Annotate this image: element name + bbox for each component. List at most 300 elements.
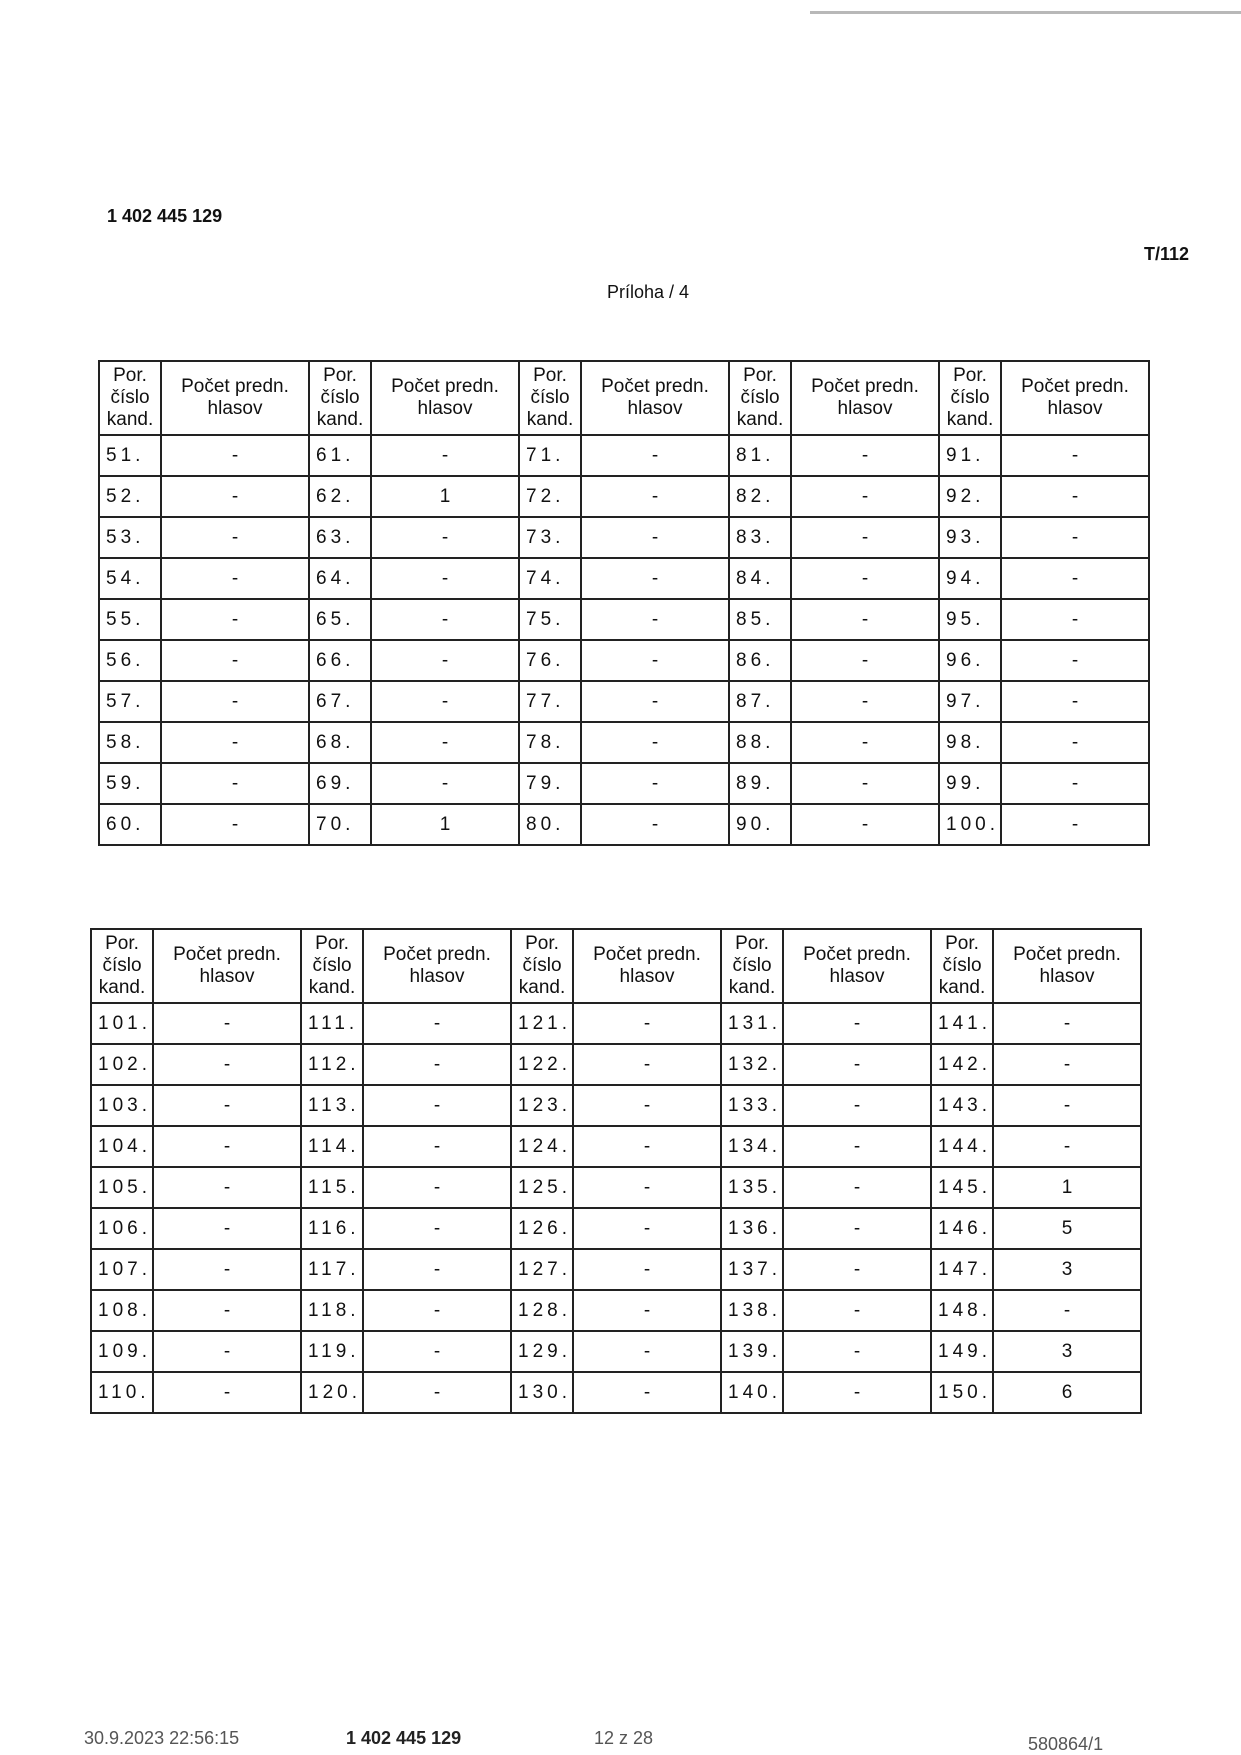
header-line: Počet predn. bbox=[601, 376, 709, 397]
candidate-number-cell: 62. bbox=[309, 476, 371, 517]
table-row bbox=[99, 722, 1149, 763]
preference-votes-cell: - bbox=[573, 1249, 721, 1290]
preference-votes-header bbox=[161, 361, 309, 435]
candidate-number-cell: 67. bbox=[309, 681, 371, 722]
preference-votes-cell: - bbox=[363, 1167, 511, 1208]
preference-votes-cell: - bbox=[371, 722, 519, 763]
header-line: Počet predn. bbox=[173, 944, 281, 965]
table-row bbox=[91, 1003, 1141, 1044]
preference-votes-cell: - bbox=[993, 1044, 1141, 1085]
preference-votes-cell: - bbox=[573, 1085, 721, 1126]
header-line: Por. bbox=[735, 933, 769, 954]
candidate-number-cell: 135. bbox=[721, 1167, 783, 1208]
candidate-number-cell: 101. bbox=[91, 1003, 153, 1044]
header-line: hlasov bbox=[627, 398, 683, 419]
preference-votes-cell: 5 bbox=[993, 1208, 1141, 1249]
candidate-number-cell: 95. bbox=[939, 599, 1001, 640]
candidate-number-cell: 119. bbox=[301, 1331, 363, 1372]
header-line: Počet predn. bbox=[391, 376, 499, 397]
preference-votes-cell: - bbox=[783, 1249, 931, 1290]
preference-votes-cell: - bbox=[581, 722, 729, 763]
candidate-number-cell: 143. bbox=[931, 1085, 993, 1126]
table-row bbox=[99, 681, 1149, 722]
candidate-number-cell: 58. bbox=[99, 722, 161, 763]
preference-votes-cell: - bbox=[363, 1044, 511, 1085]
candidate-number-cell: 86. bbox=[729, 640, 791, 681]
header-line: hlasov bbox=[417, 398, 473, 419]
header-line: Počet predn. bbox=[1013, 944, 1121, 965]
preference-votes-cell: - bbox=[1001, 435, 1149, 476]
header-line: hlasov bbox=[409, 966, 465, 987]
candidate-number-cell: 89. bbox=[729, 763, 791, 804]
header-line: číslo bbox=[320, 387, 360, 408]
candidate-number-cell: 82. bbox=[729, 476, 791, 517]
candidate-number-cell: 71. bbox=[519, 435, 581, 476]
candidate-number-cell: 140. bbox=[721, 1372, 783, 1413]
header-line: číslo bbox=[530, 387, 570, 408]
header-line: Por. bbox=[945, 933, 979, 954]
header-line: kand. bbox=[316, 409, 364, 430]
header-line: kand. bbox=[98, 977, 146, 998]
candidate-number-cell: 77. bbox=[519, 681, 581, 722]
preference-votes-cell: - bbox=[363, 1249, 511, 1290]
footer-page-number: 12 z 28 bbox=[594, 1728, 654, 1748]
preference-votes-cell: - bbox=[573, 1003, 721, 1044]
preference-votes-header bbox=[791, 361, 939, 435]
candidate-number-cell: 54. bbox=[99, 558, 161, 599]
preference-votes-cell: - bbox=[791, 599, 939, 640]
preference-votes-cell: - bbox=[363, 1331, 511, 1372]
preference-votes-cell: - bbox=[371, 517, 519, 558]
preference-votes-header bbox=[581, 361, 729, 435]
candidate-number-cell: 72. bbox=[519, 476, 581, 517]
preference-votes-cell: - bbox=[1001, 804, 1149, 845]
candidate-number-cell: 56. bbox=[99, 640, 161, 681]
candidate-number-cell: 133. bbox=[721, 1085, 783, 1126]
header-line: kand. bbox=[728, 977, 776, 998]
preference-votes-cell: - bbox=[1001, 517, 1149, 558]
candidate-number-cell: 127. bbox=[511, 1249, 573, 1290]
candidate-number-cell: 79. bbox=[519, 763, 581, 804]
candidate-number-cell: 99. bbox=[939, 763, 1001, 804]
preference-votes-cell: 1 bbox=[371, 804, 519, 845]
candidate-number-cell: 63. bbox=[309, 517, 371, 558]
preference-votes-cell: - bbox=[993, 1085, 1141, 1126]
candidate-number-cell: 118. bbox=[301, 1290, 363, 1331]
table-row bbox=[91, 1044, 1141, 1085]
candidate-number-cell: 124. bbox=[511, 1126, 573, 1167]
candidate-number-cell: 142. bbox=[931, 1044, 993, 1085]
preference-votes-cell: - bbox=[783, 1208, 931, 1249]
preference-votes-cell: - bbox=[161, 599, 309, 640]
preference-votes-cell: - bbox=[161, 640, 309, 681]
preference-votes-cell: - bbox=[573, 1126, 721, 1167]
candidate-number-cell: 68. bbox=[309, 722, 371, 763]
preference-votes-cell: - bbox=[371, 681, 519, 722]
candidate-number-cell: 102. bbox=[91, 1044, 153, 1085]
table-row bbox=[99, 599, 1149, 640]
candidate-number-header bbox=[939, 361, 1001, 435]
header-line: číslo bbox=[522, 955, 562, 976]
candidate-number-cell: 96. bbox=[939, 640, 1001, 681]
preference-votes-cell: - bbox=[371, 558, 519, 599]
preference-votes-cell: - bbox=[363, 1208, 511, 1249]
candidate-number-cell: 97. bbox=[939, 681, 1001, 722]
preference-votes-cell: - bbox=[573, 1290, 721, 1331]
preference-votes-cell: - bbox=[153, 1249, 301, 1290]
preference-votes-header bbox=[1001, 361, 1149, 435]
table-row bbox=[91, 1126, 1141, 1167]
candidate-number-cell: 92. bbox=[939, 476, 1001, 517]
preference-votes-cell: - bbox=[791, 722, 939, 763]
candidate-number-cell: 61. bbox=[309, 435, 371, 476]
candidate-number-cell: 103. bbox=[91, 1085, 153, 1126]
preference-votes-cell: - bbox=[371, 599, 519, 640]
preference-votes-cell: - bbox=[993, 1290, 1141, 1331]
header-line: Počet predn. bbox=[593, 944, 701, 965]
preference-votes-cell: - bbox=[161, 681, 309, 722]
candidate-number-cell: 52. bbox=[99, 476, 161, 517]
header-line: Počet predn. bbox=[811, 376, 919, 397]
preference-votes-cell: - bbox=[791, 476, 939, 517]
table-header-row bbox=[91, 929, 1141, 1003]
document-id: 1 402 445 129 bbox=[107, 206, 223, 226]
candidate-number-cell: 136. bbox=[721, 1208, 783, 1249]
preference-votes-cell: - bbox=[1001, 763, 1149, 804]
candidate-number-cell: 93. bbox=[939, 517, 1001, 558]
candidate-number-cell: 113. bbox=[301, 1085, 363, 1126]
preference-votes-cell: - bbox=[153, 1085, 301, 1126]
candidate-number-cell: 130. bbox=[511, 1372, 573, 1413]
candidate-number-cell: 94. bbox=[939, 558, 1001, 599]
preference-votes-cell: 3 bbox=[993, 1331, 1141, 1372]
header-line: hlasov bbox=[1047, 398, 1103, 419]
header-line: číslo bbox=[950, 387, 990, 408]
candidate-number-cell: 150. bbox=[931, 1372, 993, 1413]
preference-votes-cell: - bbox=[153, 1126, 301, 1167]
header-line: Por. bbox=[525, 933, 559, 954]
preference-votes-header bbox=[573, 929, 721, 1003]
preference-votes-cell: - bbox=[573, 1331, 721, 1372]
header-line: číslo bbox=[732, 955, 772, 976]
candidate-number-cell: 88. bbox=[729, 722, 791, 763]
candidate-number-cell: 114. bbox=[301, 1126, 363, 1167]
candidate-number-cell: 139. bbox=[721, 1331, 783, 1372]
preference-votes-cell: - bbox=[783, 1290, 931, 1331]
preference-votes-cell: - bbox=[161, 763, 309, 804]
preference-votes-cell: - bbox=[371, 640, 519, 681]
table-header-row bbox=[99, 361, 1149, 435]
candidate-number-header bbox=[519, 361, 581, 435]
preference-votes-cell: - bbox=[1001, 722, 1149, 763]
candidate-number-cell: 109. bbox=[91, 1331, 153, 1372]
preference-votes-header bbox=[363, 929, 511, 1003]
table-row bbox=[99, 804, 1149, 845]
preference-votes-cell: - bbox=[153, 1167, 301, 1208]
preference-votes-cell: - bbox=[783, 1167, 931, 1208]
footer-timestamp: 30.9.2023 22:56:15 bbox=[84, 1728, 240, 1748]
scan-edge-line bbox=[810, 11, 1241, 14]
header-line: Počet predn. bbox=[803, 944, 911, 965]
preference-votes-cell: 6 bbox=[993, 1372, 1141, 1413]
candidate-number-cell: 87. bbox=[729, 681, 791, 722]
preference-votes-cell: - bbox=[1001, 681, 1149, 722]
header-line: hlasov bbox=[829, 966, 885, 987]
candidate-number-cell: 123. bbox=[511, 1085, 573, 1126]
preference-votes-cell: - bbox=[363, 1372, 511, 1413]
preference-votes-cell: - bbox=[581, 599, 729, 640]
footer-document-id: 1 402 445 129 bbox=[346, 1728, 462, 1748]
preference-votes-cell: - bbox=[581, 517, 729, 558]
candidate-number-header bbox=[721, 929, 783, 1003]
candidate-number-cell: 75. bbox=[519, 599, 581, 640]
preference-votes-cell: - bbox=[1001, 599, 1149, 640]
candidate-number-cell: 91. bbox=[939, 435, 1001, 476]
candidate-number-cell: 55. bbox=[99, 599, 161, 640]
preference-votes-cell: - bbox=[783, 1003, 931, 1044]
preference-votes-cell: - bbox=[1001, 640, 1149, 681]
table-row bbox=[99, 517, 1149, 558]
table-row bbox=[99, 763, 1149, 804]
preference-votes-cell: - bbox=[573, 1372, 721, 1413]
candidate-number-cell: 59. bbox=[99, 763, 161, 804]
candidate-number-cell: 64. bbox=[309, 558, 371, 599]
candidate-number-cell: 147. bbox=[931, 1249, 993, 1290]
candidate-number-cell: 98. bbox=[939, 722, 1001, 763]
preference-votes-cell: - bbox=[783, 1126, 931, 1167]
candidate-number-cell: 148. bbox=[931, 1290, 993, 1331]
header-line: číslo bbox=[942, 955, 982, 976]
preference-votes-cell: - bbox=[161, 558, 309, 599]
candidate-number-cell: 120. bbox=[301, 1372, 363, 1413]
header-line: Por. bbox=[953, 365, 987, 386]
candidate-number-cell: 149. bbox=[931, 1331, 993, 1372]
candidate-number-cell: 145. bbox=[931, 1167, 993, 1208]
candidate-number-cell: 126. bbox=[511, 1208, 573, 1249]
candidate-number-cell: 66. bbox=[309, 640, 371, 681]
candidate-number-cell: 122. bbox=[511, 1044, 573, 1085]
candidate-number-cell: 65. bbox=[309, 599, 371, 640]
candidate-number-cell: 144. bbox=[931, 1126, 993, 1167]
table-row bbox=[91, 1290, 1141, 1331]
preference-votes-cell: - bbox=[783, 1044, 931, 1085]
header-line: kand. bbox=[938, 977, 986, 998]
preference-votes-cell: - bbox=[161, 517, 309, 558]
preference-votes-cell: 3 bbox=[993, 1249, 1141, 1290]
candidate-number-cell: 131. bbox=[721, 1003, 783, 1044]
preference-votes-cell: - bbox=[581, 804, 729, 845]
candidate-number-cell: 76. bbox=[519, 640, 581, 681]
candidate-number-cell: 81. bbox=[729, 435, 791, 476]
preference-votes-cell: - bbox=[153, 1372, 301, 1413]
preference-votes-cell: - bbox=[363, 1126, 511, 1167]
candidate-number-cell: 60. bbox=[99, 804, 161, 845]
candidate-number-cell: 107. bbox=[91, 1249, 153, 1290]
preference-votes-cell: - bbox=[783, 1085, 931, 1126]
header-line: Por. bbox=[315, 933, 349, 954]
header-line: hlasov bbox=[207, 398, 263, 419]
candidate-number-cell: 73. bbox=[519, 517, 581, 558]
preference-votes-cell: - bbox=[573, 1167, 721, 1208]
preference-votes-cell: - bbox=[581, 763, 729, 804]
candidate-number-cell: 105. bbox=[91, 1167, 153, 1208]
candidate-number-cell: 78. bbox=[519, 722, 581, 763]
header-line: Por. bbox=[323, 365, 357, 386]
candidate-number-cell: 112. bbox=[301, 1044, 363, 1085]
candidate-number-cell: 141. bbox=[931, 1003, 993, 1044]
candidate-number-cell: 111. bbox=[301, 1003, 363, 1044]
candidate-number-cell: 132. bbox=[721, 1044, 783, 1085]
table-row bbox=[91, 1208, 1141, 1249]
preference-votes-cell: - bbox=[791, 804, 939, 845]
table-row bbox=[99, 476, 1149, 517]
preference-votes-header bbox=[783, 929, 931, 1003]
preference-votes-cell: - bbox=[363, 1085, 511, 1126]
preference-votes-cell: - bbox=[791, 435, 939, 476]
preference-votes-cell: - bbox=[573, 1208, 721, 1249]
candidate-number-header bbox=[99, 361, 161, 435]
preference-votes-cell: - bbox=[153, 1208, 301, 1249]
preference-votes-cell: - bbox=[783, 1372, 931, 1413]
candidate-number-cell: 69. bbox=[309, 763, 371, 804]
candidate-number-cell: 104. bbox=[91, 1126, 153, 1167]
votes-table-1 bbox=[98, 360, 1150, 846]
candidate-number-cell: 84. bbox=[729, 558, 791, 599]
header-line: Počet predn. bbox=[1021, 376, 1129, 397]
header-line: kand. bbox=[308, 977, 356, 998]
candidate-number-header bbox=[91, 929, 153, 1003]
header-line: hlasov bbox=[619, 966, 675, 987]
candidate-number-cell: 125. bbox=[511, 1167, 573, 1208]
header-line: hlasov bbox=[199, 966, 255, 987]
candidate-number-cell: 70. bbox=[309, 804, 371, 845]
candidate-number-cell: 146. bbox=[931, 1208, 993, 1249]
candidate-number-cell: 53. bbox=[99, 517, 161, 558]
header-line: kand. bbox=[106, 409, 154, 430]
table-row bbox=[99, 558, 1149, 599]
preference-votes-cell: - bbox=[1001, 558, 1149, 599]
header-line: Por. bbox=[113, 365, 147, 386]
header-line: kand. bbox=[526, 409, 574, 430]
preference-votes-cell: - bbox=[993, 1126, 1141, 1167]
preference-votes-cell: - bbox=[363, 1290, 511, 1331]
preference-votes-cell: - bbox=[363, 1003, 511, 1044]
table-row bbox=[99, 640, 1149, 681]
candidate-number-header bbox=[729, 361, 791, 435]
preference-votes-cell: - bbox=[161, 435, 309, 476]
preference-votes-cell: - bbox=[573, 1044, 721, 1085]
candidate-number-header bbox=[511, 929, 573, 1003]
preference-votes-cell: - bbox=[993, 1003, 1141, 1044]
candidate-number-header bbox=[301, 929, 363, 1003]
candidate-number-cell: 85. bbox=[729, 599, 791, 640]
candidate-number-cell: 100. bbox=[939, 804, 1001, 845]
preference-votes-cell: 1 bbox=[371, 476, 519, 517]
candidate-number-cell: 74. bbox=[519, 558, 581, 599]
preference-votes-cell: 1 bbox=[993, 1167, 1141, 1208]
preference-votes-cell: - bbox=[153, 1331, 301, 1372]
preference-votes-cell: - bbox=[791, 681, 939, 722]
header-line: Por. bbox=[743, 365, 777, 386]
table-row bbox=[91, 1249, 1141, 1290]
header-line: číslo bbox=[740, 387, 780, 408]
preference-votes-header bbox=[993, 929, 1141, 1003]
votes-table-2 bbox=[90, 928, 1142, 1414]
candidate-number-cell: 116. bbox=[301, 1208, 363, 1249]
candidate-number-cell: 134. bbox=[721, 1126, 783, 1167]
header-line: číslo bbox=[312, 955, 352, 976]
candidate-number-header bbox=[931, 929, 993, 1003]
header-line: číslo bbox=[110, 387, 150, 408]
header-line: hlasov bbox=[1039, 966, 1095, 987]
candidate-number-cell: 90. bbox=[729, 804, 791, 845]
preference-votes-cell: - bbox=[161, 722, 309, 763]
candidate-number-cell: 83. bbox=[729, 517, 791, 558]
preference-votes-header bbox=[153, 929, 301, 1003]
preference-votes-cell: - bbox=[161, 804, 309, 845]
preference-votes-cell: - bbox=[791, 558, 939, 599]
table-row bbox=[91, 1372, 1141, 1413]
preference-votes-cell: - bbox=[791, 640, 939, 681]
preference-votes-cell: - bbox=[153, 1003, 301, 1044]
candidate-number-cell: 57. bbox=[99, 681, 161, 722]
candidate-number-cell: 108. bbox=[91, 1290, 153, 1331]
candidate-number-cell: 80. bbox=[519, 804, 581, 845]
candidate-number-cell: 129. bbox=[511, 1331, 573, 1372]
header-line: kand. bbox=[736, 409, 784, 430]
candidate-number-cell: 51. bbox=[99, 435, 161, 476]
candidate-number-cell: 106. bbox=[91, 1208, 153, 1249]
preference-votes-cell: - bbox=[581, 640, 729, 681]
candidate-number-cell: 115. bbox=[301, 1167, 363, 1208]
candidate-number-header bbox=[309, 361, 371, 435]
header-line: kand. bbox=[946, 409, 994, 430]
preference-votes-cell: - bbox=[153, 1044, 301, 1085]
preference-votes-cell: - bbox=[581, 435, 729, 476]
annex-title: Príloha / 4 bbox=[606, 282, 690, 302]
footer-code: 580864/1 bbox=[1028, 1734, 1104, 1754]
candidate-number-cell: 117. bbox=[301, 1249, 363, 1290]
preference-votes-cell: - bbox=[791, 763, 939, 804]
candidate-number-cell: 137. bbox=[721, 1249, 783, 1290]
form-code: T/112 bbox=[1143, 244, 1189, 264]
preference-votes-cell: - bbox=[153, 1290, 301, 1331]
table-row bbox=[91, 1085, 1141, 1126]
preference-votes-cell: - bbox=[581, 476, 729, 517]
preference-votes-cell: - bbox=[581, 558, 729, 599]
header-line: Počet predn. bbox=[181, 376, 289, 397]
table-row bbox=[99, 435, 1149, 476]
candidate-number-cell: 121. bbox=[511, 1003, 573, 1044]
preference-votes-header bbox=[371, 361, 519, 435]
header-line: Por. bbox=[105, 933, 139, 954]
table-row bbox=[91, 1167, 1141, 1208]
preference-votes-cell: - bbox=[1001, 476, 1149, 517]
header-line: hlasov bbox=[837, 398, 893, 419]
preference-votes-cell: - bbox=[791, 517, 939, 558]
header-line: Počet predn. bbox=[383, 944, 491, 965]
header-line: Por. bbox=[533, 365, 567, 386]
candidate-number-cell: 138. bbox=[721, 1290, 783, 1331]
header-line: kand. bbox=[518, 977, 566, 998]
preference-votes-cell: - bbox=[783, 1331, 931, 1372]
preference-votes-cell: - bbox=[161, 476, 309, 517]
table-row bbox=[91, 1331, 1141, 1372]
preference-votes-cell: - bbox=[371, 435, 519, 476]
preference-votes-cell: - bbox=[581, 681, 729, 722]
header-line: číslo bbox=[102, 955, 142, 976]
preference-votes-cell: - bbox=[371, 763, 519, 804]
